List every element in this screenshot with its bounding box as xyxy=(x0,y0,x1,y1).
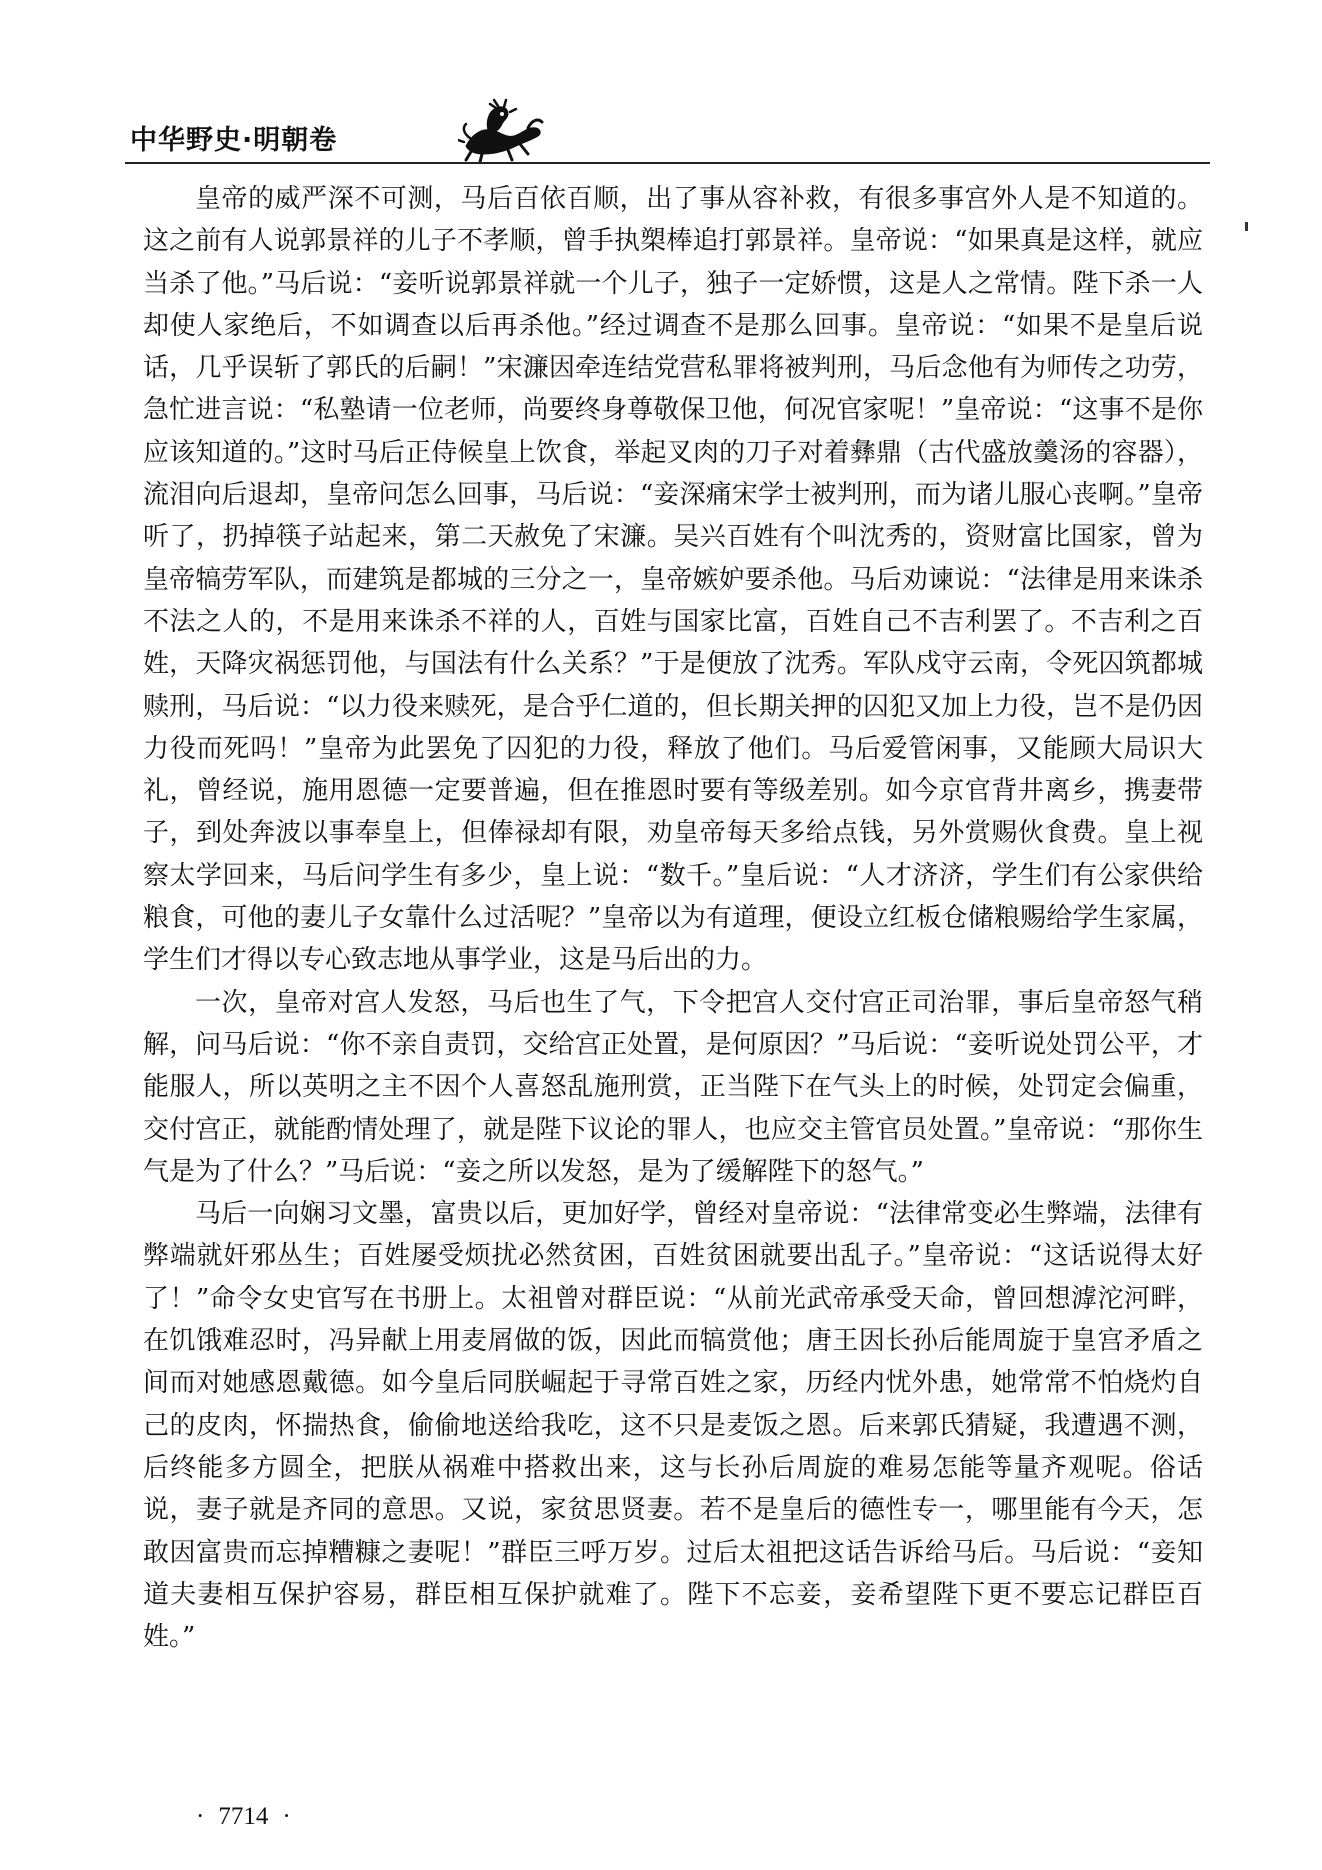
folio-dot-right: · xyxy=(282,1803,291,1830)
page-number: 7714 xyxy=(218,1803,269,1830)
paragraph-2: 一次，皇帝对宫人发怒，马后也生了气，下令把宫人交付宫正司治罪，事后皇帝怒气稍解，问马后说：“你不亲自责罚，交给宫正处置，是何原因？”马后说：“妾听说处罚公平，才能服人，所以英明之主不因个人喜怒乱施刑赏，正当陛下在气头上的时候，处罚定会偏重，交付宫正，就能酌情处理了，就是陛下议论的罪人，也应交主管官员处置。”皇帝说：“那你生气是为了什么？”马后说：“妾之所以发怒，是为了缓解陛下的怒气。” xyxy=(143,987,1203,1187)
paragraph-1: 皇帝的威严深不可测，马后百依百顺，出了事从容补救，有很多事宫外人是不知道的。这之前有人说郭景祥的儿子不孝顺，曾手执槊棒追打郭景祥。皇帝说：“如果真是这样，就应当杀了他。”马后说：“妾听说郭景祥就一个儿子，独子一定娇惯，这是人之常情。陛下杀一人却使人家绝后，不如调查以后再杀他。”经过调查不是那么回事。皇帝说：“如果不是皇后说话，几乎误斩了郭氏的后嗣！”宋濂因牵连结党营私罪将被判刑，马后念他有为师传之功劳，急忙进言说：“私塾请一位老师，尚要终身尊敬保卫他，何况官家呢！”皇帝说：“这事不是你应该知道的。”这时马后正侍候皇上饮食，举起叉肉的刀子对着彝鼎（古代盛放羹汤的容器），流泪向后退却，皇帝问怎么回事，马后说：“妾深痛宋学士被判刑，而为诸儿服心丧啊。”皇帝听了，扔掉筷子站起来，第二天赦免了宋濂。吴兴百姓有个叫沈秀的，资财富比国家，曾为皇帝犒劳军队，而建筑是都城的三分之一，皇帝嫉妒要杀他。马后劝谏说：“法律是用来诛杀不法之人的，不是用来诛杀不祥的人，百姓与国家比富，百姓自己不吉利罢了。不吉利之百姓，天降灾祸惩罚他，与国法有什么关系？”于是便放了沈秀。军队戍守云南，令死囚筑都城赎刑，马后说：“以力役来赎死，是合乎仁道的，但长期关押的囚犯又加上力役，岂不是仍因力役而死吗！”皇帝为此罢免了囚犯的力役，释放了他们。马后爱管闲事，又能顾大局识大礼，曾经说，施用恩德一定要普遍，但在推恩时要有等级差别。如今京官背井离乡，携妻带子，到处奔波以事奉皇上，但俸禄却有限，劝皇帝每天多给点钱，另外赏赐伙食费。皇上视察太学回来，马后问学生有多少，皇上说：“数千。”皇后说：“人才济济，学生们有公家供给粮食，可他的妻儿子女靠什么过活呢？”皇帝以为有道理，便设立红板仓储粮赐给学生家属，学生们才得以专心致志地从事学业，这是马后出的力。 xyxy=(143,184,1203,976)
dragon-icon xyxy=(458,98,544,164)
running-head: 中华野史·明朝卷 xyxy=(130,125,338,156)
page-number-footer xyxy=(182,1803,305,1831)
body-text xyxy=(143,178,1203,1658)
folio-dot-left: · xyxy=(196,1803,205,1830)
paragraph-3: 马后一向娴习文墨，富贵以后，更加好学，曾经对皇帝说：“法律常变必生弊端，法律有弊端就奸邪丛生；百姓屡受烦扰必然贫困，百姓贫困就要出乱子。”皇帝说：“这话说得太好了！”命令女史官写在书册上。太祖曾对群臣说：“从前光武帝承受天命，曾回想滹沱河畔，在饥饿难忍时，冯异献上用麦屑做的饭，因此而犒赏他；唐王因长孙后能周旋于皇宫矛盾之间而对她感恩戴德。如今皇后同朕崛起于寻常百姓之家，历经内忧外患，她常常不怕烧灼自己的皮肉，怀揣热食，偷偷地送给我吃，这不只是麦饭之恩。后来郭氏猜疑，我遭遇不测，后终能多方圆全，把朕从祸难中搭救出来，这与长孙后周旋的难易怎能等量齐观呢。俗话说，妻子就是齐同的意思。又说，家贫思贤妻。若不是皇后的德性专一，哪里能有今天，怎敢因富贵而忘掉糟糠之妻呢！”群臣三呼万岁。过后太祖把这话告诉给马后。马后说：“妾知道夫妻相互保护容易，群臣相互保护就难了。陛下不忘妾，妾希望陛下更不要忘记群臣百姓。” xyxy=(143,1199,1203,1653)
header-rule xyxy=(125,162,1210,164)
scan-speck xyxy=(1245,222,1248,231)
